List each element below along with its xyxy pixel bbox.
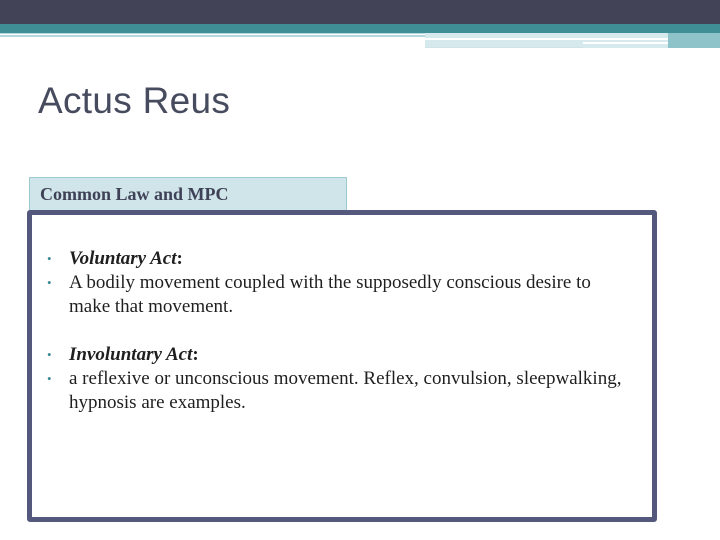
top-band [0, 0, 720, 24]
header-accent-edge [668, 33, 720, 48]
bullet-item [45, 271, 625, 319]
teal-strip [0, 24, 720, 33]
subtitle-text: Common Law and MPC [40, 184, 229, 204]
bullet-dot-icon: • [47, 275, 52, 290]
bullet-colon: : [192, 344, 199, 365]
strip-highlight [0, 34, 425, 35]
bullet-text: a reflexive or unconscious movement. Reflex, convulsion, sleepwalking, hypnosis are examples. [69, 368, 622, 413]
subtitle-bar [29, 177, 347, 211]
bullet-dot-icon: • [47, 347, 52, 362]
bullet-dot-icon: • [47, 371, 52, 386]
bullet-item [45, 247, 625, 271]
header-accent-line [425, 38, 669, 40]
bullet-colon: : [176, 248, 183, 269]
bullet-term: Voluntary Act [69, 248, 177, 269]
bullet-text: A bodily movement coupled with the supposedly conscious desire to make that movement. [69, 272, 591, 317]
header-accent-line-short [583, 42, 668, 44]
bullet-term: Involuntary Act [69, 344, 193, 365]
header-accent-underline [425, 47, 583, 48]
bullet-list [45, 247, 625, 415]
slide-title: Actus Reus [38, 80, 231, 121]
bullet-item [45, 343, 625, 367]
content-box [27, 210, 657, 522]
bullet-dot-icon: • [47, 251, 52, 266]
bullet-item [45, 367, 625, 415]
